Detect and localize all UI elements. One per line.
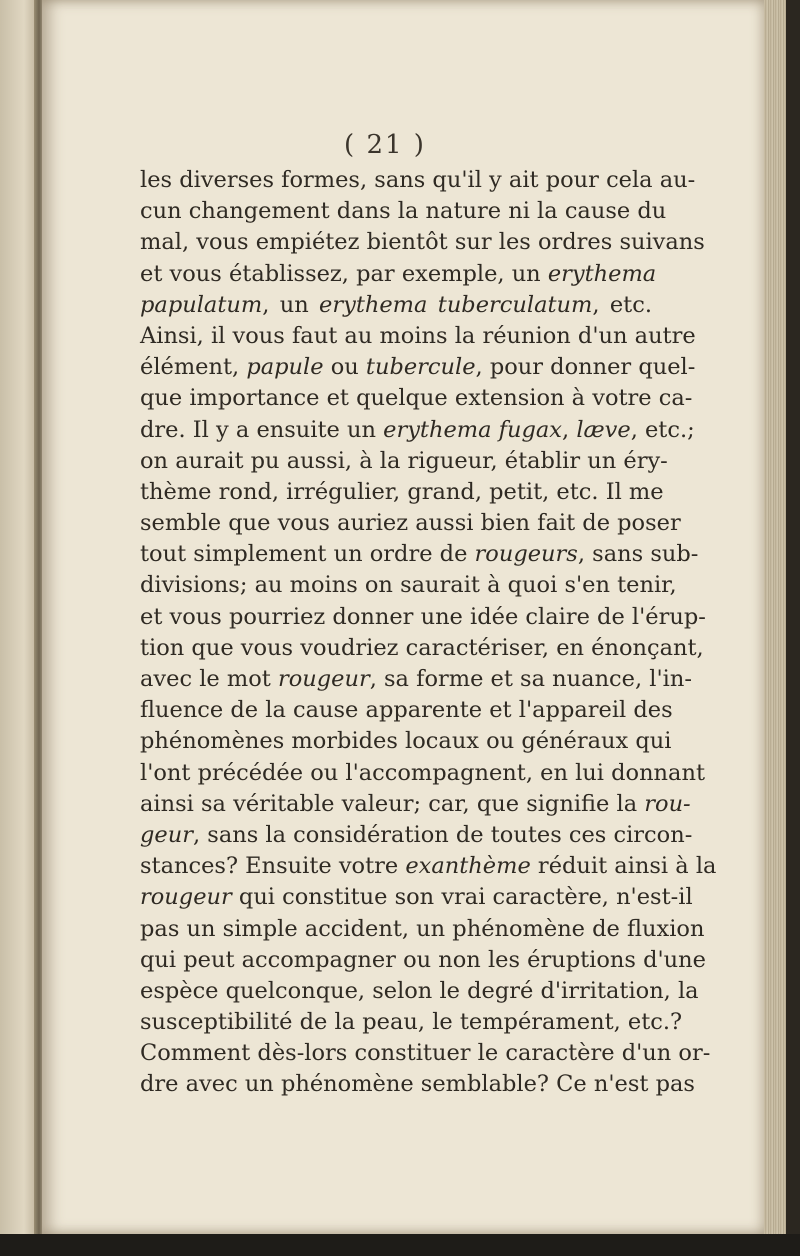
text-segment: mal, vous empiétez bientôt sur les ordres suivans — [140, 229, 705, 256]
text-line — [140, 165, 696, 196]
text-segment: l'ont précédée ou l'accompagnent, en lui donnant — [140, 759, 705, 786]
text-line — [140, 914, 705, 945]
text-line — [140, 539, 699, 570]
body-text — [140, 165, 717, 1101]
text-segment: dre. Il y a ensuite un — [140, 416, 384, 443]
text-segment: tion que vous voudriez caractériser, en énonçant, — [140, 634, 704, 661]
text-segment: thème rond, irrégulier, grand, petit, etc. Il me — [140, 478, 664, 505]
text-line — [140, 321, 696, 352]
page-number: ( 21 ) — [344, 130, 426, 160]
italic-term: rou- — [644, 790, 691, 817]
italic-term: erythema tuberculatum — [319, 291, 593, 318]
text-segment: , pour donner quel- — [475, 354, 696, 381]
text-line — [140, 820, 693, 851]
text-segment: qui constitue son vrai caractère, n'est-il — [231, 884, 693, 911]
text-segment: , etc.; — [630, 416, 695, 443]
text-segment: , sans sub- — [577, 541, 699, 568]
italic-term: rougeur — [140, 884, 232, 911]
text-line — [140, 695, 673, 726]
text-line — [140, 508, 681, 539]
italic-term: papule — [246, 354, 324, 381]
text-line — [140, 945, 706, 976]
text-segment: avec le mot — [140, 666, 278, 692]
text-segment: , sans la considération de toutes ces circon- — [192, 821, 693, 848]
text-line — [140, 415, 695, 446]
text-line — [140, 789, 691, 820]
text-segment: réduit ainsi à la — [530, 853, 717, 880]
text-segment: élément, — [140, 354, 247, 381]
text-segment: fluence de la cause apparente et l'appareil des — [140, 697, 673, 724]
text-line — [140, 882, 693, 913]
text-segment: les diverses formes, sans qu'il y ait pour cela au- — [140, 167, 696, 193]
text-segment: , etc. — [592, 291, 652, 318]
text-segment: ainsi sa véritable valeur; car, que signifie la — [140, 790, 645, 817]
text-segment: semble que vous auriez aussi bien fait de poser — [140, 510, 681, 537]
text-segment: ou — [323, 354, 366, 381]
text-segment: stances? Ensuite votre — [140, 853, 406, 880]
text-line — [140, 976, 699, 1007]
text-line — [140, 196, 667, 227]
italic-term: erythema — [547, 260, 657, 287]
text-segment: et vous établissez, par exemple, un — [140, 260, 548, 287]
text-segment: , un — [262, 291, 320, 318]
text-line — [140, 1069, 695, 1100]
text-segment: espèce quelconque, selon le degré d'irritation, la — [140, 977, 699, 1004]
text-segment: qui peut accompagner ou non les éruptions d'une — [140, 946, 706, 973]
text-segment: pas un simple accident, un phénomène de fluxion — [140, 915, 705, 942]
text-segment: susceptibilité de la peau, le tempérament, etc.? — [140, 1009, 683, 1036]
text-line — [140, 446, 668, 477]
italic-term: papulatum — [140, 291, 263, 318]
text-line — [140, 227, 705, 258]
text-segment: et vous pourriez donner une idée claire de l'érup- — [140, 603, 706, 630]
italic-term: exanthème — [405, 853, 531, 880]
scan-border-bottom — [0, 1234, 800, 1256]
text-line — [140, 259, 657, 290]
italic-term: rougeur — [277, 666, 370, 692]
text-line — [140, 602, 706, 633]
italic-term: tubercule — [365, 354, 476, 381]
text-segment: Comment dès-lors constituer le caractère d'un or- — [140, 1040, 711, 1067]
text-line — [140, 758, 705, 789]
text-line — [140, 726, 672, 757]
text-segment: Ainsi, il vous faut au moins la réunion d'un autre — [140, 322, 696, 349]
text-line — [140, 1038, 711, 1069]
text-segment: que importance et quelque extension à votre ca- — [140, 385, 693, 412]
text-line — [140, 851, 717, 882]
text-line — [140, 352, 696, 383]
scan-border-right — [786, 0, 800, 1256]
text-segment: cun changement dans la nature ni la cause du — [140, 198, 667, 225]
text-segment: phénomènes morbides locaux ou généraux qui — [140, 728, 672, 755]
text-segment: tout simplement un ordre de — [140, 541, 475, 568]
text-segment: on aurait pu aussi, à la rigueur, établir un éry- — [140, 447, 668, 474]
text-line — [140, 290, 652, 321]
text-line — [140, 1007, 683, 1038]
italic-term: erythema fugax — [383, 416, 562, 443]
text-line — [140, 570, 677, 601]
text-segment: , — [562, 416, 577, 443]
text-segment: dre avec un phénomène semblable? Ce n'est pas — [140, 1071, 695, 1098]
italic-term: geur — [140, 821, 193, 848]
italic-term: rougeurs — [474, 541, 578, 568]
text-line — [140, 633, 704, 664]
italic-term: læve — [576, 416, 631, 443]
text-line — [140, 383, 693, 414]
text-line — [140, 664, 692, 695]
text-line — [140, 477, 664, 508]
text-segment: divisions; au moins on saurait à quoi s'en tenir, — [140, 572, 677, 599]
text-segment: , sa forme et sa nuance, l'in- — [369, 666, 692, 692]
